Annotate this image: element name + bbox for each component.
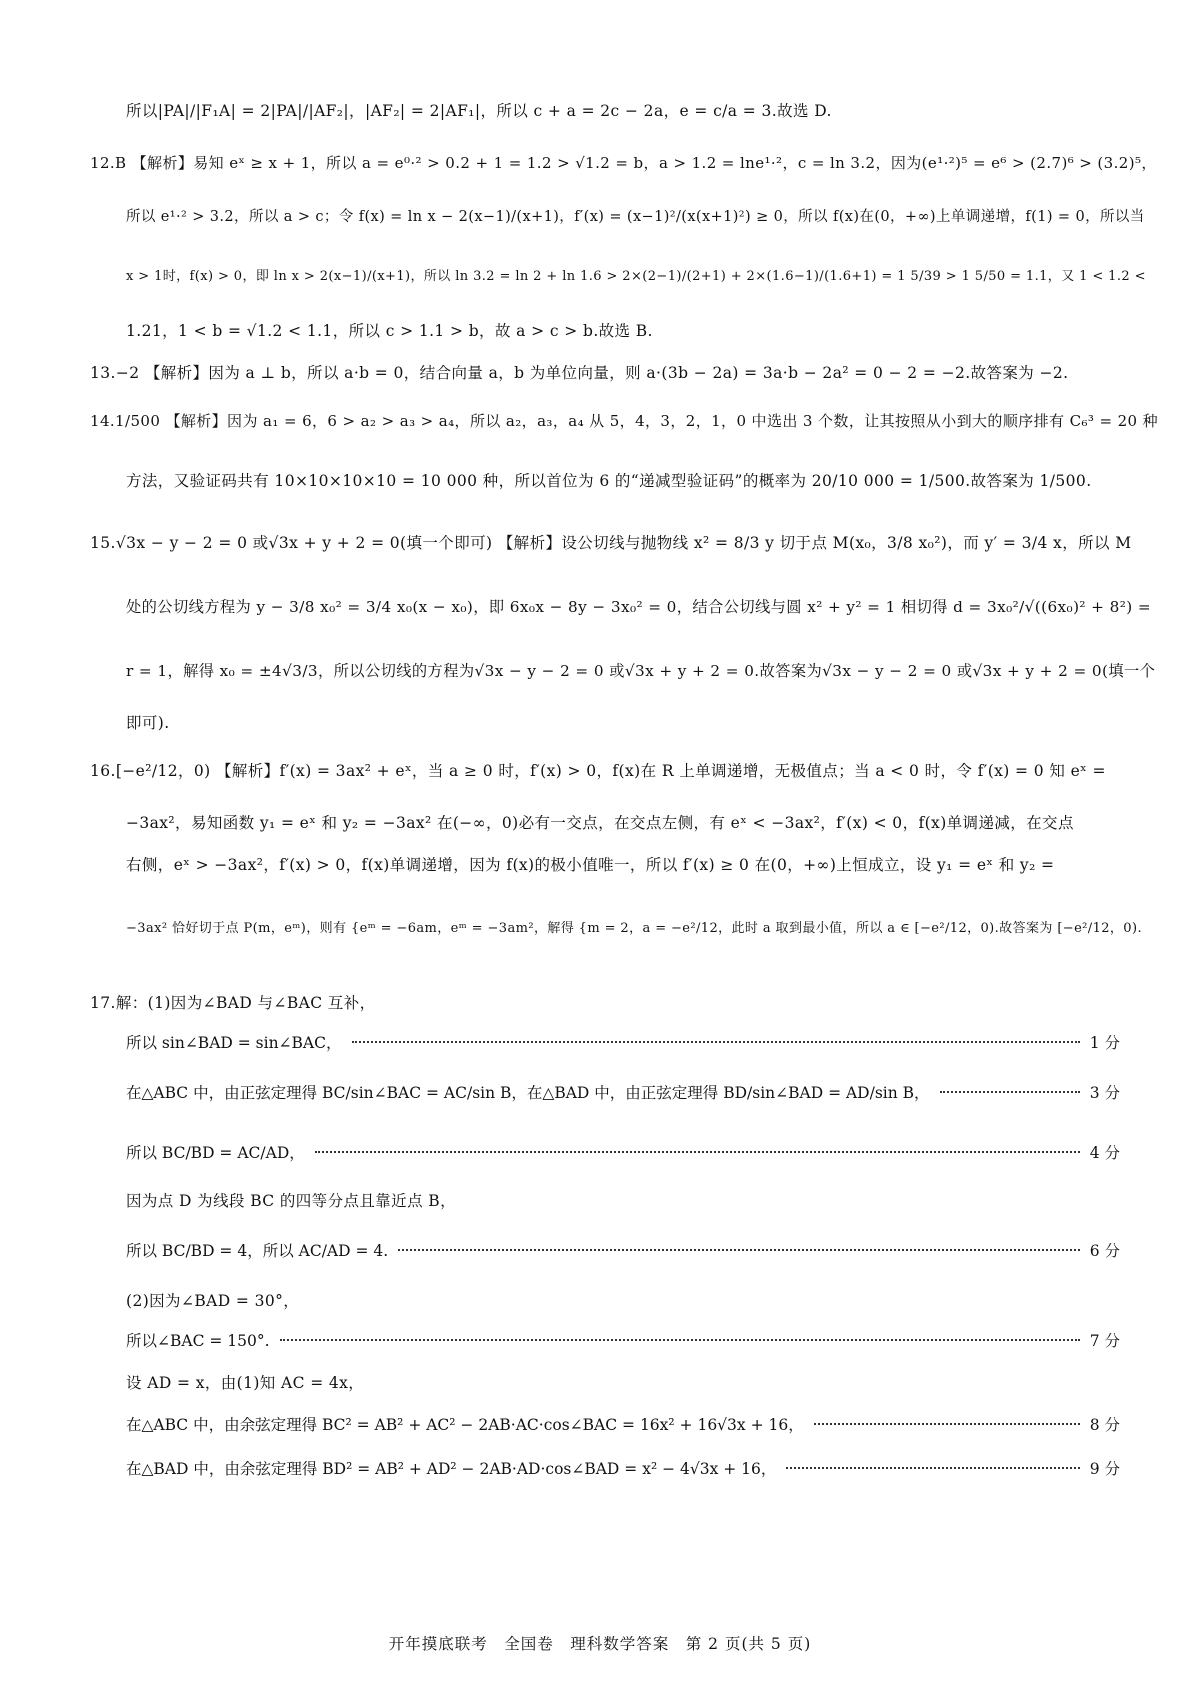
solution-note-let: 设 AD = x，由(1)知 AC = 4x， [126,1374,365,1392]
step-text: 在△ABC 中，由余弦定理得 BC² = AB² + AC² − 2AB·AC·cos∠BAC = 16x² + 16√3x + 16， [126,1416,804,1434]
leader-dots [352,1041,1080,1043]
leader-dots [786,1467,1079,1469]
solution-step-3 [126,1142,1120,1164]
line-16-a: 16.[−e²/12，0) 【解析】f′(x) = 3ax² + eˣ，当 a ≥ 0 时，f′(x) > 0，f(x)在 R 上单调递增，无极值点；当 a < 0 时，令 f′(x) = 0 知 eˣ = [90,762,1106,780]
line-16-b: −3ax²，易知函数 y₁ = eˣ 和 y₂ = −3ax² 在(−∞，0)必有一交点，在交点左侧，有 eˣ < −3ax²，f′(x) < 0，f(x)单调递减，在交点 [126,814,1074,832]
line-11-conclusion: 所以|PA|/|F₁A| = 2|PA|/|AF₂|，|AF₂| = 2|AF₁|，所以 c + a = 2c − 2a，e = c/a = 3.故选 D. [126,102,832,120]
solution-step-4 [126,1240,1120,1262]
score-points: 3 分 [1089,1084,1120,1102]
score-points: 7 分 [1089,1332,1120,1350]
line-12-c: x > 1时，f(x) > 0，即 ln x > 2(x−1)/(x+1)，所以 ln 3.2 = ln 2 + ln 1.6 > 2×(2−1)/(2+1) + 2×(1.6−1)/(1.6+1) = 1 5/39 > 1 5/50 = 1.1，又 1 < 1.2 < [126,269,1146,284]
line-15-a: 15.√3x − y − 2 = 0 或√3x + y + 2 = 0(填一个即可) 【解析】设公切线与抛物线 x² = 8/3 y 切于点 M(x₀，3/8 x₀²)，而 y′ = 3/4 x，所以 M [90,534,1132,552]
leader-dots [315,1151,1080,1153]
line-14-a: 14.1/500 【解析】因为 a₁ = 6，6 > a₂ > a₃ > a₄，所以 a₂，a₃，a₄ 从 5，4，3，2，1，0 中选出 3 个数，让其按照从小到大的顺序排有 C₆³ = 20 种 [90,412,1159,430]
line-12-a: 12.B 【解析】易知 eˣ ≥ x + 1，所以 a = e⁰·² > 0.2 + 1 = 1.2 > √1.2 = b，a > 1.2 = lne¹·²，c = ln 3.2，因为(e¹·²)⁵ = e⁶ > (2.7)⁶ > (3.2)⁵， [90,154,1157,172]
line-14-b: 方法，又验证码共有 10×10×10×10 = 10 000 种，所以首位为 6 的“递减型验证码”的概率为 20/10 000 = 1/500.故答案为 1/500. [126,472,1092,490]
line-15-d: 即可). [126,714,170,732]
step-text: 在△ABC 中，由正弦定理得 BC/sin∠BAC = AC/sin B，在△BAD 中，由正弦定理得 BD/sin∠BAD = AD/sin B， [126,1084,930,1102]
step-text: 所以 BC/BD = AC/AD， [126,1144,305,1162]
line-12-b: 所以 e¹·² > 3.2，所以 a > c；令 f(x) = ln x − 2(x−1)/(x+1)，f′(x) = (x−1)²/(x(x+1)²) ≥ 0，所以 f(x)在(0，+∞)上单调递增，f(1) = 0，所以当 [126,209,1145,225]
line-12-d: 1.21，1 < b = √1.2 < 1.1，所以 c > 1.1 > b，故 a > c > b.故选 B. [126,322,653,340]
page-footer: 开年摸底联考 全国卷 理科数学答案 第 2 页(共 5 页) [388,1635,812,1653]
solution-step-7 [126,1458,1120,1480]
solution-step-1 [126,1032,1120,1054]
step-text: 所以∠BAC = 150°. [126,1332,270,1350]
solution-step-2 [126,1082,1120,1104]
line-16-c: 右侧，eˣ > −3ax²，f′(x) > 0，f(x)单调递增，因为 f(x)的极小值唯一，所以 f′(x) ≥ 0 在(0，+∞)上恒成立，设 y₁ = eˣ 和 y₂ = [126,856,1055,874]
step-text: 所以 BC/BD = 4，所以 AC/AD = 4. [126,1242,389,1260]
line-16-d: −3ax² 恰好切于点 P(m，eᵐ)，则有 {eᵐ = −6am，eᵐ = −3am²，解得 {m = 2，a = −e²/12，此时 a 取到最小值，所以 a ∈ [−e²/12，0).故答案为 [−e²/12，0). [126,921,1142,936]
line-17-heading: 17.解：(1)因为∠BAD 与∠BAC 互补， [90,994,376,1012]
leader-dots [814,1423,1080,1425]
score-points: 6 分 [1089,1242,1120,1260]
score-points: 1 分 [1089,1034,1120,1052]
solution-note-quartile: 因为点 D 为线段 BC 的四等分点且靠近点 B， [126,1192,456,1210]
score-points: 4 分 [1089,1144,1120,1162]
leader-dots [940,1091,1080,1093]
solution-step-6 [126,1414,1120,1436]
line-13: 13.−2 【解析】因为 a ⊥ b，所以 a·b = 0，结合向量 a，b 为单位向量，则 a·(3b − 2a) = 3a·b − 2a² = 0 − 2 = −2.故答案为 −2. [90,364,1069,382]
score-points: 9 分 [1089,1460,1120,1478]
leader-dots [398,1249,1080,1251]
score-points: 8 分 [1089,1416,1120,1434]
solution-step-5 [126,1330,1120,1352]
solution-part-2: (2)因为∠BAD = 30°， [126,1292,300,1310]
line-15-b: 处的公切线方程为 y − 3/8 x₀² = 3/4 x₀(x − x₀)，即 6x₀x − 8y − 3x₀² = 0，结合公切线与圆 x² + y² = 1 相切得 d = 3x₀²/√((6x₀)² + 8²) = [126,598,1151,616]
step-text: 所以 sin∠BAD = sin∠BAC， [126,1034,342,1052]
leader-dots [280,1339,1080,1341]
line-15-c: r = 1，解得 x₀ = ±4√3/3，所以公切线的方程为√3x − y − 2 = 0 或√3x + y + 2 = 0.故答案为√3x − y − 2 = 0 或√3x + y + 2 = 0(填一个 [126,662,1156,680]
step-text: 在△BAD 中，由余弦定理得 BD² = AB² + AD² − 2AB·AD·cos∠BAD = x² − 4√3x + 16， [126,1460,777,1478]
